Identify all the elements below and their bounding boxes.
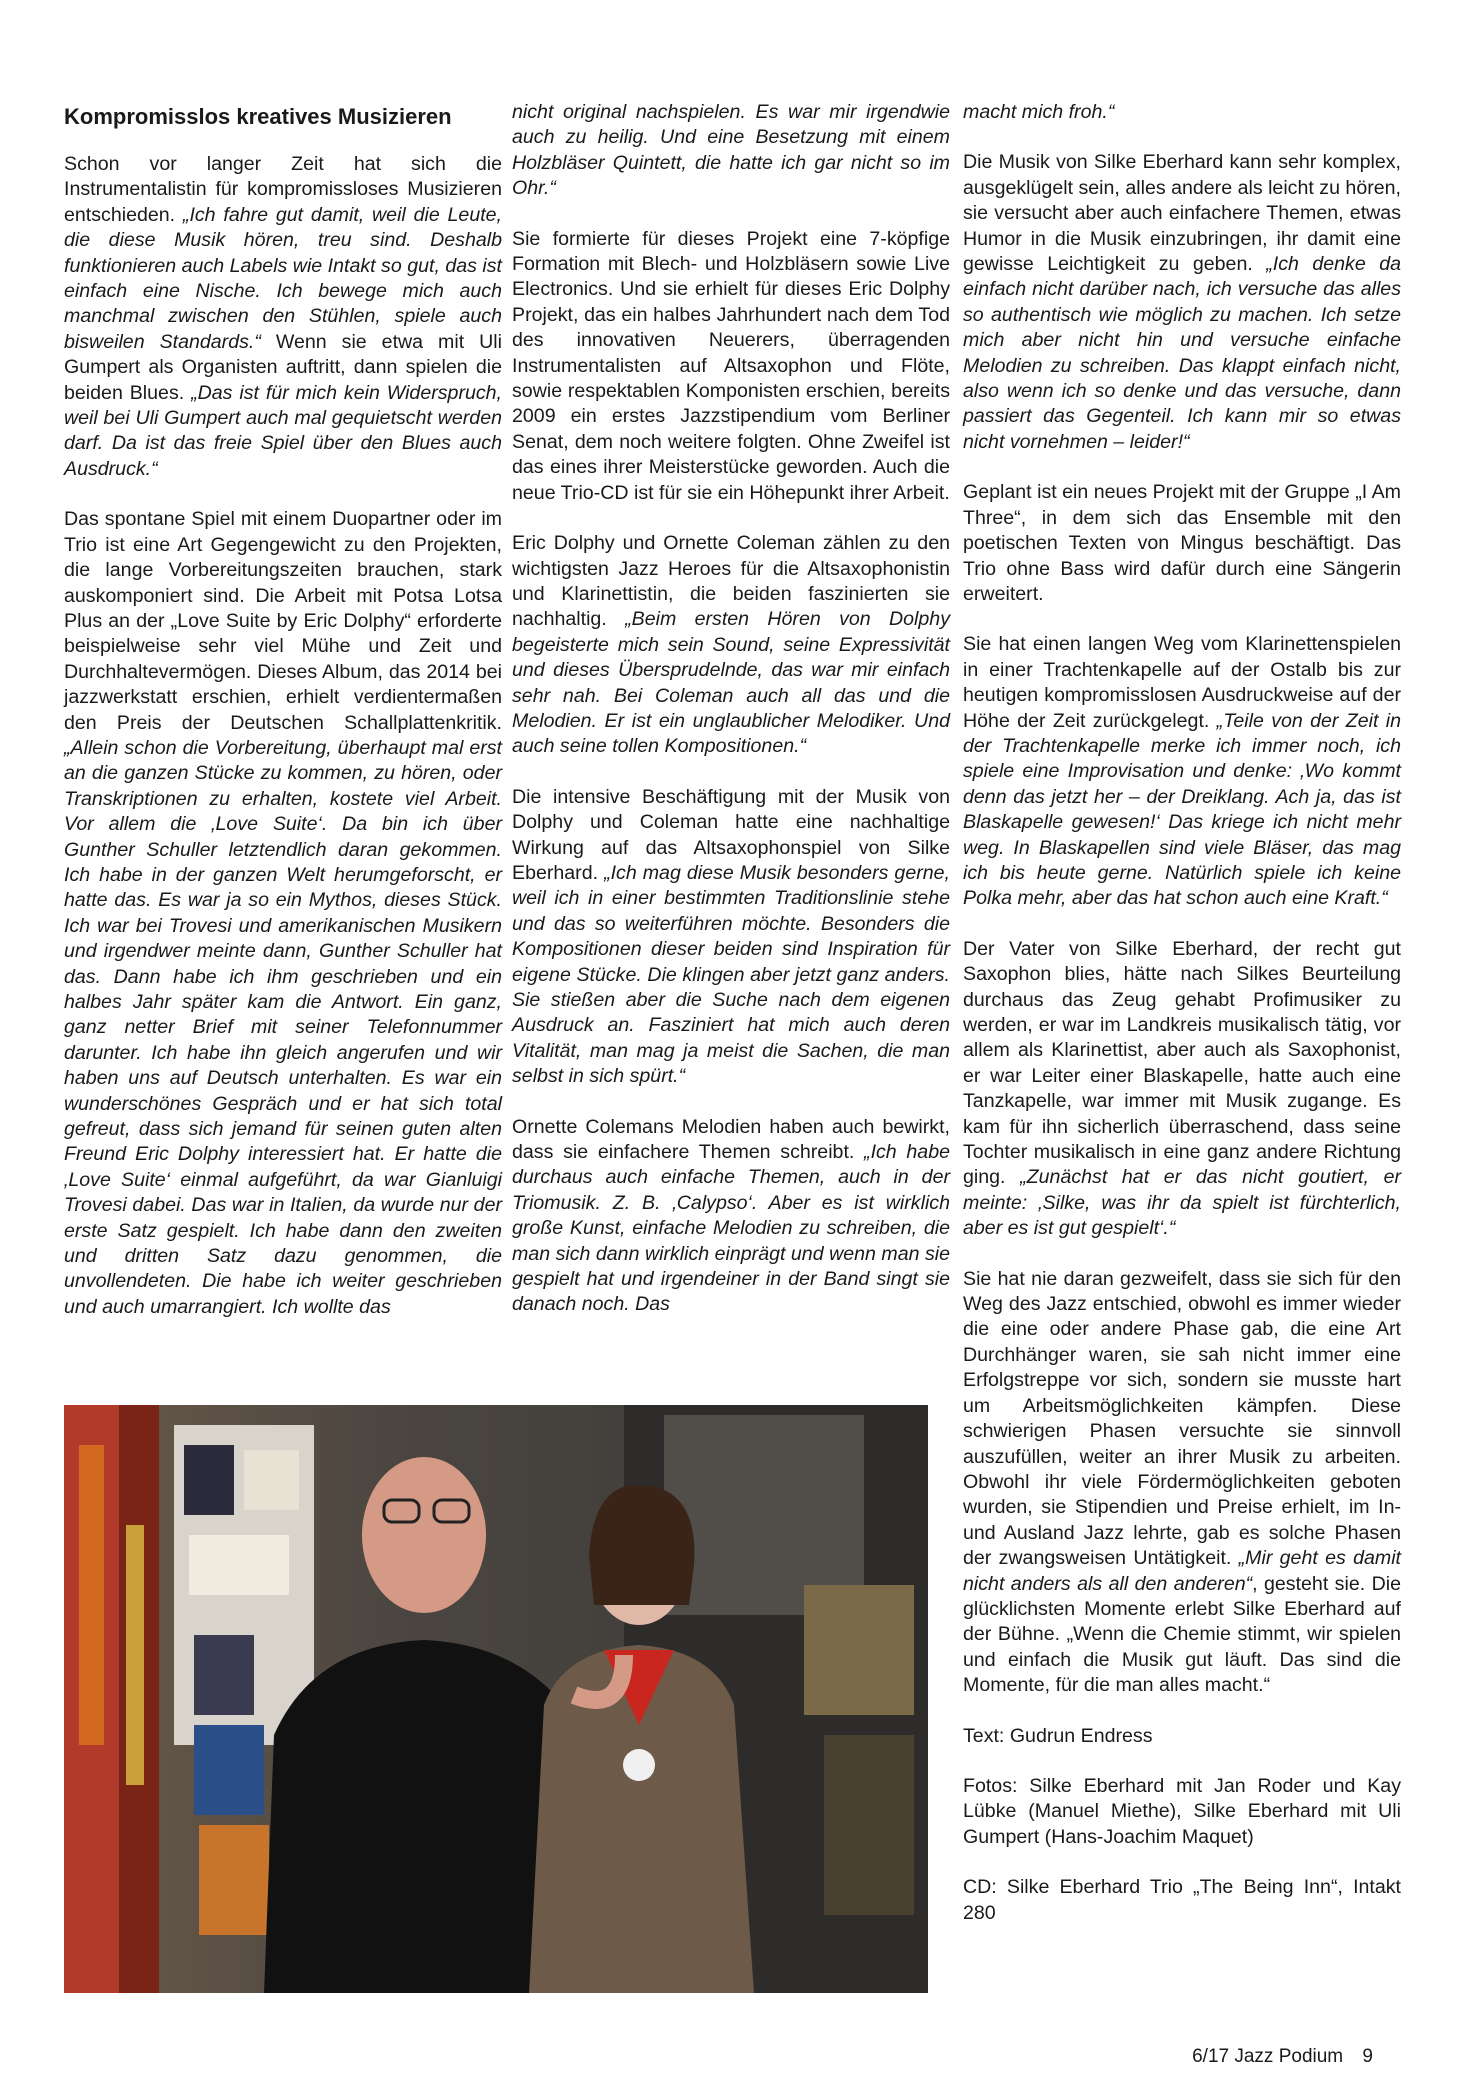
paragraph: Die intensive Beschäftigung mit der Musik von Dolphy und Coleman hatte eine nachhaltige Wirkung auf das Altsaxophonspiel von Silke Eberhard. „Ich mag diese Musik besonders gerne, weil ich in einer bestimmten Traditionslinie stehe und das so weiterführen möchte. Besonders die Kompositionen dieser beiden sind Inspiration für eigene Stücke. Die klingen aber jetzt ganz anders. Sie stießen aber die Suche nach dem eigenen Ausdruck an. Fasziniert hat mich auch deren Vitalität, man mag ja meist die Sachen, die man selbst in sich spürt.“	[512, 785, 950, 1088]
issue-label: 6/17 Jazz Podium	[1192, 2046, 1344, 2067]
cd-info: CD: Silke Eberhard Trio „The Being Inn“, Intakt 280	[963, 1876, 1401, 1924]
article-photo	[64, 1405, 928, 1993]
page-footer	[1178, 2046, 1373, 2068]
paragraph: Die Musik von Silke Eberhard kann sehr komplex, ausgeklügelt sein, alles andere als leicht zu hören, sie versucht aber auch einfachere Themen, etwas Humor in die Musik einzubringen, ihr damit eine gewisse Leichtigkeit zu geben. „Ich denke da einfach nicht darüber nach, ich versuche das alles so authentisch wie möglich zu machen. Ich setze mich aber nicht hin und versuche einfache Melodien zu schreiben. Das klappt einfach nicht, also wenn ich so denke und das versuche, dann passiert das Gegenteil. Ich kann mir so etwas nicht vornehmen – leider!“	[963, 151, 1401, 453]
paragraph: Schon vor langer Zeit hat sich die Instrumentalistin für kompromissloses Musizieren entschieden. „Ich fahre gut damit, weil die Leute, die diese Musik hören, treu sind. Deshalb funktionieren auch Labels wie Intakt so gut, das ist einfach eine Nische. Ich bewege mich auch manchmal zwischen den Stühlen, spiele auch bisweilen Standards.“ Wenn sie etwa mit Uli Gumpert als Organisten auftritt, dann spielen die beiden Blues. „Das ist für mich kein Widerspruch, weil bei Uli Gumpert auch mal gequietscht werden darf. Da ist das freie Spiel über den Blues auch Ausdruck.“	[64, 153, 503, 480]
paragraph: macht mich froh.“	[963, 101, 1115, 123]
photo-illustration	[64, 1405, 928, 1993]
paragraph: Das spontane Spiel mit einem Duopartner oder im Trio ist eine Art Gegengewicht zu den Projekten, die lange Vorbereitungszeiten brauchen, stark auskomponiert sind. Die Arbeit mit Potsa Lotsa Plus an der „Love Suite by Eric Dolphy“ erforderte beispielweise sehr viel Mühe und Zeit und Durchhaltevermögen. Dieses Album, das 2014 bei jazzwerkstatt erschien, erhielt verdientermaßen den Preis der Deutschen Schallplattenkritik. „Allein schon die Vorbereitung, überhaupt mal erst an die ganzen Stücke zu kommen, zu hören, oder Transkriptionen zu erhalten, kostete viel Arbeit. Vor allem die ‚Love Suite‘. Da bin ich über Gunther Schuller letztendlich daran gekommen. Ich habe in der ganzen Welt herumgeforscht, er hatte das. Es war ja so ein Mythos, dieses Stück. Ich war bei Trovesi und amerikanischen Musikern und irgendwer meinte dann, Gunther Schuller hat das. Dann habe ich ihm geschrieben und ein halbes Jahr später kam die Antwort. Ein ganz, ganz netter Brief mit seiner Telefonnummer darunter. Ich habe ihn gleich angerufen und wir haben uns auf Deutsch unterhalten. Es war ein wunderschönes Gespräch und er hat sich total gefreut, dass sich jemand für seinen guten alten Freund Eric Dolphy interessiert hat. Er hatte die ‚Love Suite‘ einmal aufgeführt, da war Gianluigi Trovesi dabei. Das war in Italien, da wurde nur der erste Satz gespielt. Ich habe dann den zweiten und dritten Satz dazu genommen, die unvollendeten. Die habe ich weiter geschrieben und auch umarrangiert. Ich wollte das	[64, 508, 502, 1318]
paragraph: Sie hat einen langen Weg vom Klarinettenspielen in einer Trachtenkapelle auf der Ostalb bis zur heutigen kompromisslosen Ausdruckweise auf der Höhe der Zeit zurückgelegt. „Teile von der Zeit in der Trachtenkapelle merke ich immer noch, ich spiele eine Improvisation und denke: ‚Wo kommt denn das jetzt her – der Dreiklang. Ach ja, das ist Blaskapelle gewesen!‘ Das kriege ich nicht mehr weg. In Blaskapellen sind viele Bläser, das mag ich bis heute gerne. Natürlich spiele ich keine Polka mehr, aber das hat schon auch eine Kraft.“	[963, 633, 1401, 910]
column-1	[64, 100, 502, 1345]
paragraph: Sie hat nie daran gezweifelt, dass sie sich für den Weg des Jazz entschied, obwohl es immer wieder die eine oder andere Phase gab, die eine Art Durchhänger waren, sie sah nicht immer eine Erfolgstreppe vor sich, sondern sie musste hart um Arbeitsmöglichkeiten kämpfen. Diese schwierigen Phasen versuchte sie sinnvoll auszufüllen, weiter an ihrer Musik zu arbeiten. Obwohl ihr viele Fördermöglichkeiten geboten wurden, sie Stipendien und Preise erhielt, im In- und Ausland Jazz lehrte, gab es solche Phasen der zwangsweisen Untätigkeit. „Mir geht es damit nicht anders als all den anderen“, gesteht sie. Die glücklichsten Momente erlebt Silke Eberhard auf der Bühne. „Wenn die Chemie stimmt, wir spielen und einfach die Musik gut läuft. Das sind die Momente, für die man alles macht.“	[963, 1267, 1401, 1697]
article-headline: Kompromisslos kreatives Musizieren	[64, 104, 452, 129]
column-3	[963, 100, 1401, 1951]
page-number: 9	[1362, 2046, 1373, 2067]
paragraph: Eric Dolphy und Ornette Coleman zählen zu den wichtigsten Jazz Heroes für die Altsaxophonistin und Klarinettistin, die beiden faszinierten sie nachhaltig. „Beim ersten Hören von Dolphy begeisterte mich sein Sound, seine Expressivität und dieses Übersprudelnde, das war mir einfach sehr nah. Bei Coleman auch all das und die Melodien. Er ist ein unglaublicher Melodiker. Und auch seine tollen Kompositionen.“	[512, 532, 950, 758]
paragraph: Der Vater von Silke Eberhard, der recht gut Saxophon blies, hätte nach Silkes Beurteilung durchaus das Zeug gehabt Profimusiker zu werden, er war im Landkreis musikalisch tätig, vor allem als Klarinettist, aber auch als Saxophonist, er war Leiter einer Blaskapelle, hatte auch eine Tanzkapelle, war immer mit Musik zugange. Es kam für ihn sicherlich überraschend, dass seine Tochter musikalisch in eine ganz andere Richtung ging. „Zunächst hat er das nicht goutiert, er meinte: ‚Silke, was ihr da spielt ist fürchterlich, aber es ist gut gespielt‘.“	[963, 937, 1401, 1240]
paragraph: Geplant ist ein neues Projekt mit der Gruppe „I Am Three“, in dem sich das Ensemble mit den poetischen Texten von Mingus beschäftigt. Das Trio ohne Bass wird dafür durch eine Sängerin erweitert.	[963, 481, 1401, 605]
paragraph: Ornette Colemans Melodien haben auch bewirkt, dass sie einfachere Themen schreibt. „Ich habe durchaus auch einfache Themen, auch in der Triomusik. Z. B. ‚Calypso‘. Aber es ist wirklich große Kunst, einfache Melodien zu schreiben, die man sich dann wirklich einprägt und wenn man sie gespielt hat und irgendeiner in der Band singt sie danach noch. Das	[512, 1115, 951, 1316]
column-2	[512, 100, 950, 1343]
photo-credit: Fotos: Silke Eberhard mit Jan Roder und Kay Lübke (Manuel Miethe), Silke Eberhard mit Uli Gumpert (Hans-Joachim Maquet)	[963, 1774, 1401, 1848]
paragraph: Sie formierte für dieses Projekt eine 7-köpfige Formation mit Blech- und Holzbläsern sowie Live Electronics. Und sie erhielt für dieses Eric Dolphy Projekt, das ein halbes Jahrhundert nach dem Tod des innovativen Neuerers, überragenden Instrumentalisten auf Altsaxophon und Flöte, sowie respektablen Komponisten erschien, bereits 2009 ein erstes Jazzstipendium vom Berliner Senat, dem noch weitere folgten. Ohne Zweifel ist das eines ihrer Meisterstücke geworden. Auch die neue Trio-CD ist für sie ein Höhepunkt ihrer Arbeit.	[512, 227, 950, 504]
author-credit: Text: Gudrun Endress	[963, 1724, 1153, 1747]
paragraph: nicht original nachspielen. Es war mir irgendwie auch zu heilig. Und eine Besetzung mit einem Holzbläser Quintett, die hatte ich gar nicht so im Ohr.“	[512, 101, 950, 200]
